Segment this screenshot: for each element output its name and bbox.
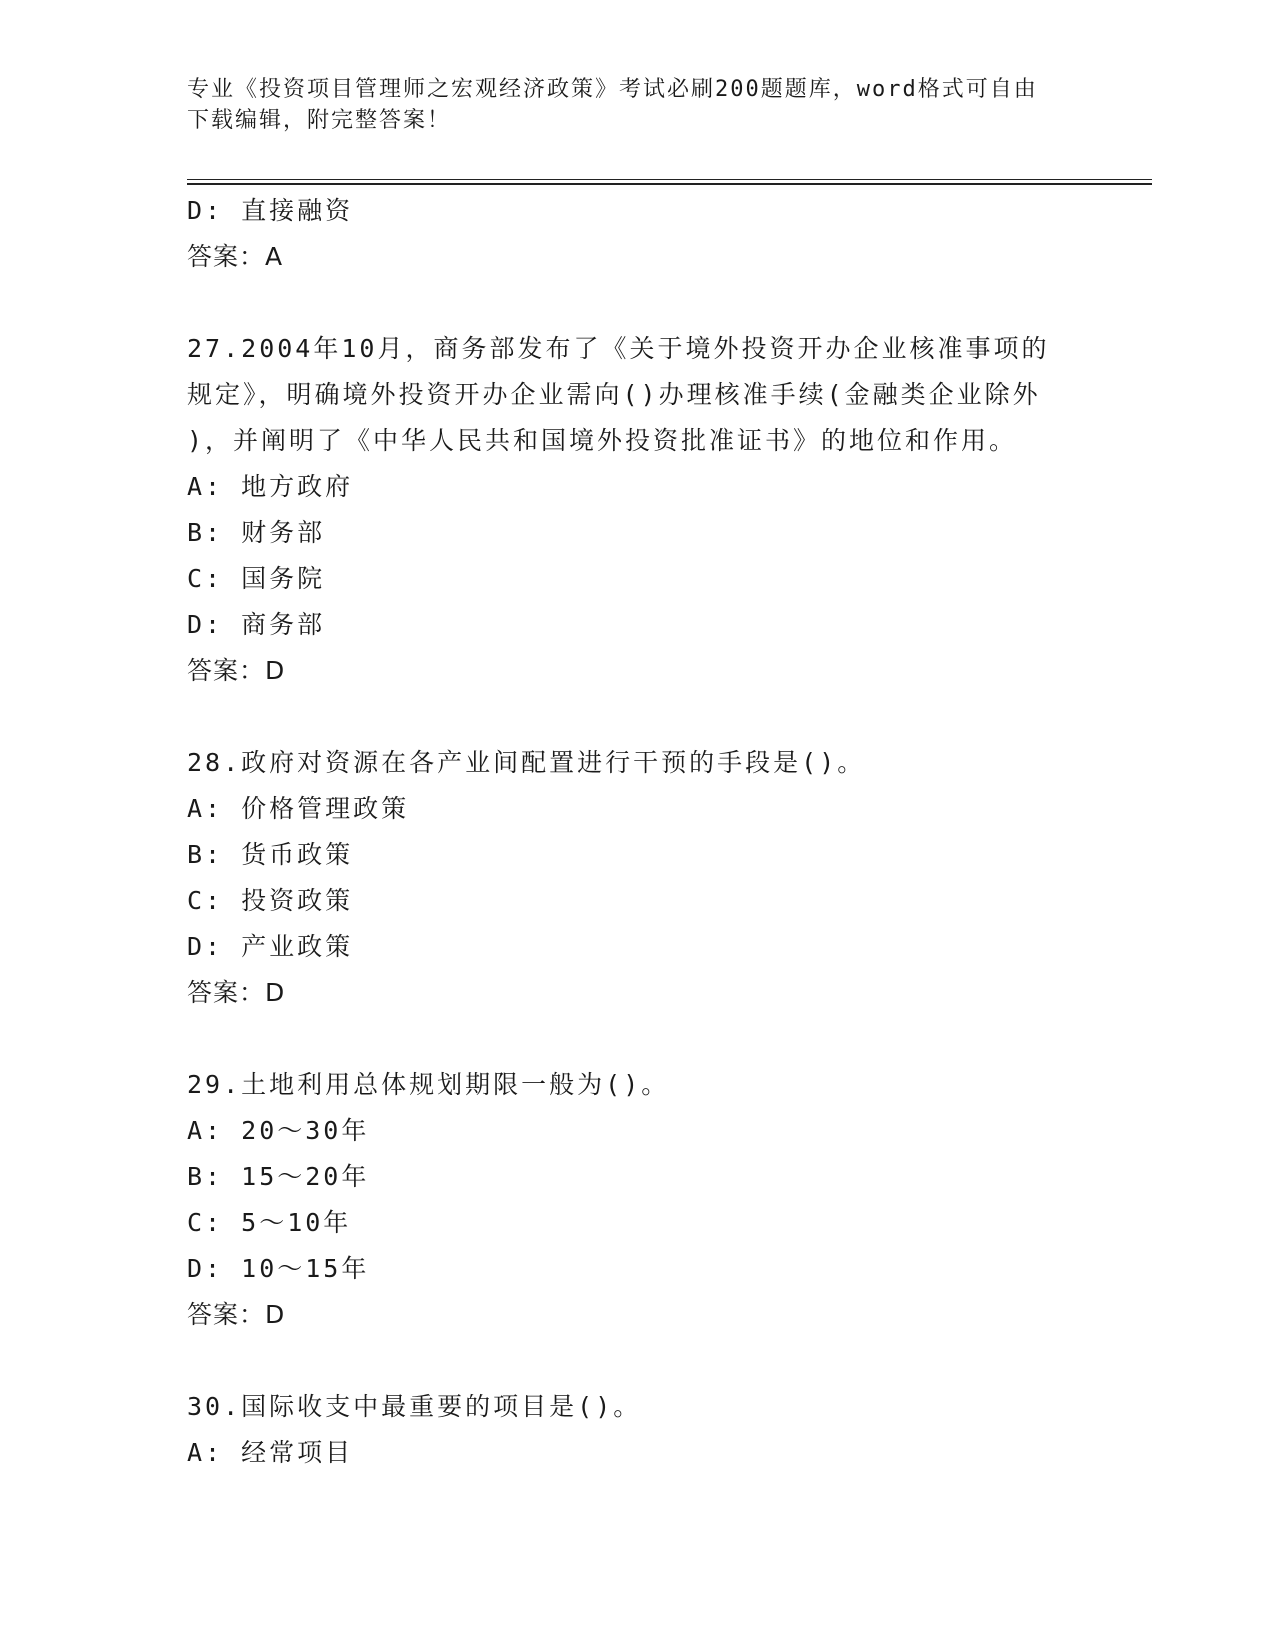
spacer (187, 1016, 1087, 1062)
question-stem-line: 29.土地利用总体规划期限一般为()。 (187, 1070, 670, 1099)
answer: 答案：A (187, 242, 284, 271)
option-d: D: 10～15年 (187, 1254, 370, 1283)
option-a: A: 经常项目 (187, 1438, 354, 1467)
question-stem-line: )，并阐明了《中华人民共和国境外投资批准证书》的地位和作用。 (187, 426, 1018, 455)
question-29 (187, 1062, 1087, 1338)
spacer (187, 280, 1087, 326)
question-stem-line: 规定》，明确境外投资开办企业需向()办理核准手续(金融类企业除外 (187, 380, 1041, 409)
option-c: C: 国务院 (187, 564, 326, 593)
option-a: A: 20～30年 (187, 1116, 370, 1145)
question-28 (187, 740, 1087, 1016)
option-c: C: 5～10年 (187, 1208, 352, 1237)
answer: 答案：D (187, 656, 286, 685)
option-b: B: 15～20年 (187, 1162, 370, 1191)
option-c: C: 投资政策 (187, 886, 354, 915)
question-stem-line: 27.2004年10月，商务部发布了《关于境外投资开办企业核准事项的 (187, 334, 1050, 363)
answer: 答案：D (187, 978, 286, 1007)
header-rule-thin (187, 179, 1152, 180)
document-body (187, 188, 1087, 1476)
question-stem-line: 30.国际收支中最重要的项目是()。 (187, 1392, 642, 1421)
header-line-1: 专业《投资项目管理师之宏观经济政策》考试必刷200题题库，word格式可自由 (187, 77, 1038, 102)
question-27 (187, 326, 1087, 694)
option-b: B: 财务部 (187, 518, 326, 547)
option-a: A: 价格管理政策 (187, 794, 410, 823)
option-d: D: 产业政策 (187, 932, 354, 961)
question-stem-line: 28.政府对资源在各产业间配置进行干预的手段是()。 (187, 748, 866, 777)
header-rule-thick (187, 183, 1152, 185)
option-a: A: 地方政府 (187, 472, 354, 501)
option-d: D: 商务部 (187, 610, 326, 639)
spacer (187, 1338, 1087, 1384)
spacer (187, 694, 1087, 740)
header-line-2: 下载编辑，附完整答案！ (187, 108, 452, 133)
answer: 答案：D (187, 1300, 286, 1329)
question-30 (187, 1384, 1087, 1476)
option-b: B: 货币政策 (187, 840, 354, 869)
option-d: D: 直接融资 (187, 196, 354, 225)
document-header (187, 74, 1087, 136)
